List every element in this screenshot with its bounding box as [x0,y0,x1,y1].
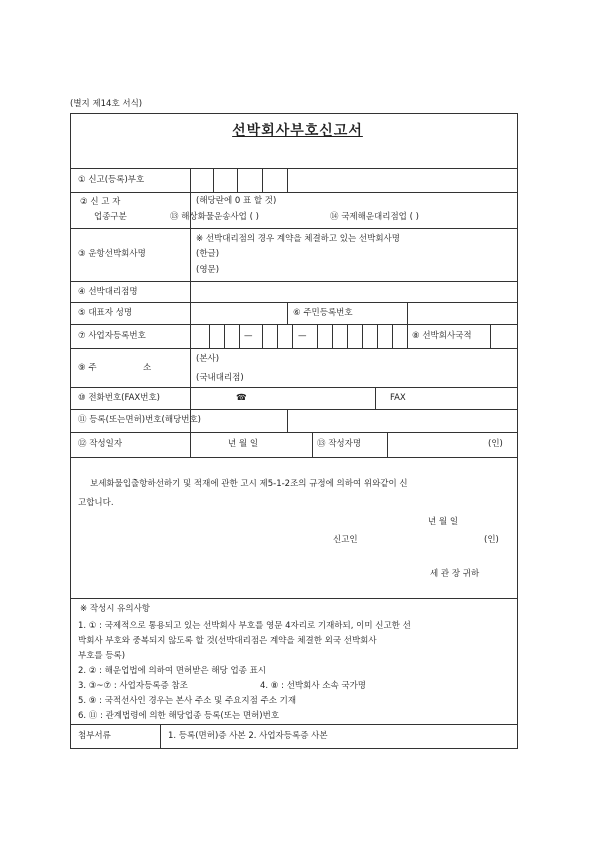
address-domestic-agency[interactable]: (국내대리점) [196,373,244,383]
table-rule [70,457,518,458]
table-rule [70,432,518,433]
note-item: 2. ② : 해운업법에 의하여 면허받은 해당 업종 표시 [78,666,267,676]
fax-label: FAX [390,393,406,403]
table-rule [70,192,518,193]
reporter-label: 신고인 [333,535,358,545]
declaration-text: 보세화물입출항하선하기 및 적재에 관한 고시 제5-1-2조의 규정에 의하여 위와같이 신 [90,479,408,489]
address-label: 소 [143,363,152,373]
table-rule [209,324,210,348]
table-rule [392,324,393,348]
table-rule [160,724,161,749]
table-rule [387,432,388,457]
recipient-label: 세 관 장 귀하 [430,569,480,579]
license-number-label: ⑪ 등록(또는면허)번호(해당번호) [78,415,201,425]
phone-icon: ☎ [236,393,247,403]
table-rule [70,724,518,725]
address-headquarters[interactable]: (본사) [196,354,220,364]
table-rule [213,168,214,192]
attachments-list: 1. 등록(면허)증 사본 2. 사업자등록증 사본 [168,731,328,741]
table-rule [70,387,518,388]
note-item: 3. ③~⑦ : 사업자등록증 참조 [78,681,188,691]
note-item: 4. ⑧ : 선박회사 소속 국가명 [260,681,367,691]
phone-fax-label: ⑩ 전화번호(FAX번호) [78,393,160,403]
resident-number-label: ⑥ 주민등록번호 [293,308,353,318]
table-rule [375,387,376,409]
declaration-text: 고합니다. [78,498,114,508]
form-number-label: (별지 제14호 서식) [70,99,143,109]
table-rule [70,598,518,599]
table-rule [407,324,408,348]
representative-name-label: ⑤ 대표자 성명 [78,308,133,318]
table-rule [287,168,288,192]
table-rule [317,324,318,348]
table-rule [312,432,313,457]
business-type-label: 업종구분 [94,212,127,222]
table-rule [377,324,378,348]
table-rule [70,324,518,325]
note-item: 부호를 등록) [78,651,126,661]
option-shipping-agency[interactable]: ⑭ 국제해운대리점업 ( ) [330,212,419,222]
table-rule [224,324,225,348]
date-label: ⑫ 작성일자 [78,439,123,449]
table-rule [70,228,518,229]
author-name-label: ⑬ 작성자명 [317,439,362,449]
registration-dash: — [298,331,307,341]
table-rule [70,168,518,169]
option-shipping-business[interactable]: ⑬ 해상화물운송사업 ( ) [170,212,259,222]
company-nationality-label: ⑧ 선박회사국적 [412,331,472,341]
reporter-seal: (인) [484,535,499,545]
table-rule [287,409,288,432]
table-rule [332,324,333,348]
notes-heading: ※ 작성시 유의사항 [80,604,151,614]
business-registration-label: ⑦ 사업자등록번호 [78,331,146,341]
table-rule [490,324,491,348]
date-field[interactable]: 년 월 일 [228,439,259,449]
table-rule [70,409,518,410]
table-rule [262,168,263,192]
table-rule [362,324,363,348]
table-rule [70,302,518,303]
table-rule [407,302,408,324]
table-rule [347,324,348,348]
table-rule [262,324,263,348]
company-name-korean[interactable]: (한글) [196,249,220,259]
address-label: ⑨ 주 [78,363,97,373]
table-rule [237,168,238,192]
note-item: 6. ⑪ : 관계법령에 의한 해당업종 등록(또는 면허)번호 [78,711,280,721]
table-rule [70,281,518,282]
declaration-date[interactable]: 년 월 일 [428,517,459,527]
table-rule [287,302,288,324]
author-seal: (인) [488,439,503,449]
business-type-note: (해당란에 0 표 할 것) [196,196,277,206]
table-rule [277,324,278,348]
shipping-company-label: ③ 운항선박회사명 [78,249,146,259]
agency-name-label: ④ 선박대리점명 [78,287,138,297]
declarant-label: ② 신 고 자 [80,197,121,207]
table-rule [239,324,240,348]
form-title: 선박회사부호신고서 [232,123,363,139]
note-item: 1. ① : 국제적으로 통용되고 있는 선박회사 부호를 영문 4자리로 기재하되, 이미 신고한 선 [78,621,411,631]
table-rule [70,348,518,349]
shipping-company-note: ※ 선박대리점의 경우 계약을 체결하고 있는 선박회사명 [196,234,400,244]
table-rule [292,324,293,348]
attachments-label: 첨부서류 [78,731,111,741]
company-name-english[interactable]: (영문) [196,265,220,275]
note-item: 5. ⑨ : 국적선사인 경우는 본사 주소 및 주요지점 주소 기재 [78,696,297,706]
registration-dash: — [244,331,253,341]
form-frame [70,113,518,749]
registration-code-label: ① 신고(등록)부호 [78,175,145,185]
note-item: 박회사 부호와 중복되지 않도록 할 것(선박대리점은 계약을 체결한 외국 선박회사 [78,636,377,646]
